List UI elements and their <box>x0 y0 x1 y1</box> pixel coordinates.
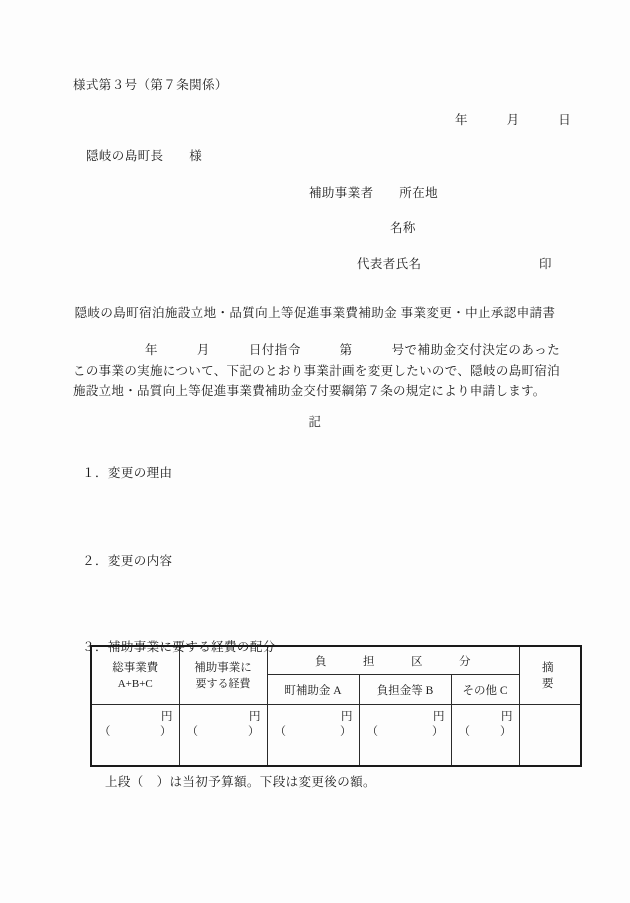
cell-total-cost-parens <box>99 723 172 739</box>
cell-total-cost-close-paren: ） <box>160 726 172 738</box>
header-subsidy-cost <box>179 646 267 705</box>
header-burden-group: 負 担 区 分 <box>267 646 519 675</box>
applicant-representative-label: 代表者氏名 <box>357 257 422 271</box>
cell-contribution-parens <box>367 723 444 739</box>
body-paragraph <box>73 340 560 402</box>
cell-town-subsidy-open-paren: （ <box>274 726 286 738</box>
cost-allocation-table <box>90 645 589 767</box>
cell-subsidy-cost-close-paren: ） <box>248 726 260 738</box>
cell-town-subsidy-close-paren: ） <box>340 726 352 738</box>
header-other: その他 C <box>451 675 519 705</box>
section-3-label: 補助事業に要する経費の配分 <box>107 639 276 654</box>
header-subsidy-cost-line1: 補助事業に <box>194 661 252 674</box>
cell-other-unit: 円 <box>501 711 513 723</box>
cell-total-cost[interactable] <box>91 705 179 767</box>
header-remarks: 摘 要 <box>519 646 581 705</box>
body-line-1: 年 月 日付指令 第 号で補助金交付決定のあったこの事業の実施 <box>73 343 560 378</box>
cell-subsidy-cost[interactable] <box>179 705 267 767</box>
cell-other[interactable] <box>451 705 519 767</box>
section-item-2 <box>68 538 172 585</box>
cell-contribution-open-paren: （ <box>366 726 378 738</box>
cell-total-cost-unit: 円 <box>161 711 173 723</box>
addressee-line: 隠岐の島町長 様 <box>86 149 203 163</box>
section-1-number: １． <box>82 465 108 480</box>
header-total-cost-line1: 総事業費 <box>112 661 159 674</box>
cell-total-cost-open-paren: （ <box>99 726 111 738</box>
cell-contribution-close-paren: ） <box>432 726 444 738</box>
document-title: 隠岐の島町宿泊施設立地・品質向上等促進事業費補助金 事業変更・中止承認申請書 <box>74 306 556 320</box>
applicant-name-label: 名称 <box>390 221 416 235</box>
applicant-location-label: 補助事業者 所在地 <box>309 186 439 200</box>
cell-contribution-unit: 円 <box>433 711 445 723</box>
date-line: 年 月 日 <box>455 113 572 127</box>
ki-marker: 記 <box>308 415 322 429</box>
table-header-row-1 <box>91 646 581 675</box>
cell-other-open-paren: （ <box>458 726 470 738</box>
form-number: 様式第３号（第７条関係） <box>73 78 228 92</box>
cell-remarks[interactable] <box>519 705 581 767</box>
table-note: 上段（ ）は当初予算額。下段は変更後の額。 <box>105 775 376 789</box>
cell-town-subsidy-parens <box>275 723 352 739</box>
header-total-cost <box>91 646 179 705</box>
cell-subsidy-cost-open-paren: （ <box>186 726 198 738</box>
header-total-cost-line2: A+B+C <box>117 677 153 690</box>
cell-town-subsidy-unit: 円 <box>341 711 353 723</box>
body-line-3: 上等促進事業費補助金交付要綱第７条の規定により申請します。 <box>175 384 546 398</box>
section-item-1 <box>68 450 172 497</box>
section-3-number: ３． <box>82 639 108 654</box>
cell-other-parens <box>459 723 512 739</box>
header-contribution: 負担金等 B <box>359 675 451 705</box>
cell-subsidy-cost-unit: 円 <box>249 711 261 723</box>
section-1-label: 変更の理由 <box>107 465 173 480</box>
cell-town-subsidy[interactable] <box>267 705 359 767</box>
cell-subsidy-cost-parens <box>187 723 260 739</box>
section-2-number: ２． <box>82 553 108 568</box>
section-2-label: 変更の内容 <box>107 553 173 568</box>
header-subsidy-cost-line2: 要する経費 <box>195 677 251 690</box>
body-line-2: について、下記のとおり事業計画を変更したいので、隠岐の島町宿泊施設立地・品質向 <box>73 363 560 398</box>
header-town-subsidy: 町補助金 A <box>267 675 359 705</box>
cell-other-close-paren: ） <box>500 726 512 738</box>
table-data-row <box>91 705 581 767</box>
cell-contribution[interactable] <box>359 705 451 767</box>
seal-mark: 印 <box>539 257 552 271</box>
